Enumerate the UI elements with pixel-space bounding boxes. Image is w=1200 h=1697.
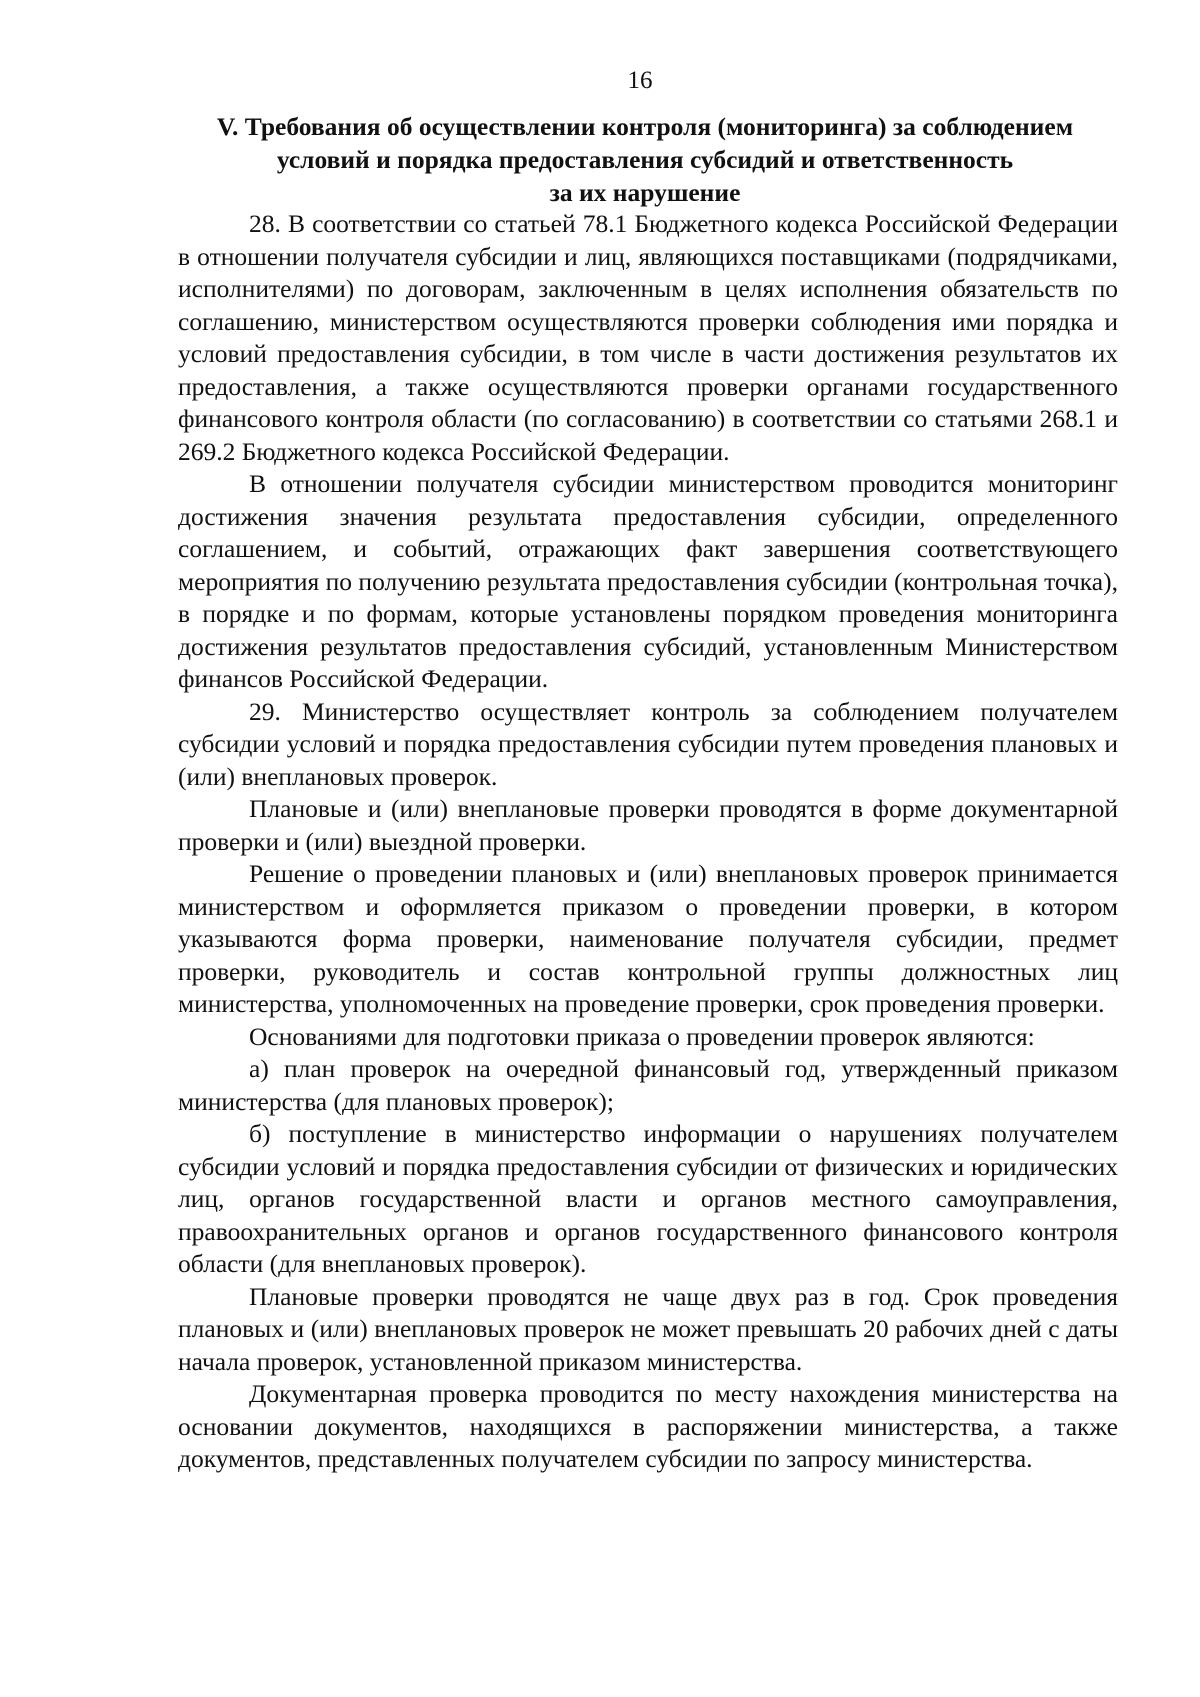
paragraph-monitoring: В отношении получателя субсидии министерством проводится мониторинг достижения значения результата предоставления субсидии, определенного соглашением, и событий, отражающих факт завершения соответствующего мероприятия по получению результата предоставления субсидии (контрольная точка), в порядке и по формам, которые установлены порядком проведения мониторинга достижения результатов предоставления субсидий, установленным Министерством финансов Российской Федерации. (178, 469, 1118, 693)
paragraph-29: 29. Министерство осуществляет контроль за соблюдением получателем субсидии условий и порядка предоставления субсидии путем проведения плановых и (или) внеплановых проверок. (178, 696, 1118, 791)
document-body (178, 208, 1118, 1476)
list-item-a: а) план проверок на очередной финансовый год, утвержденный приказом министерства (для плановых проверок); (178, 1054, 1118, 1116)
paragraph-documentary-inspection: Документарная проверка проводится по месту нахождения министерства на основании документов, находящихся в распоряжении министерства, а также документов, представленных получателем субсидии по запросу министерства. (178, 1379, 1118, 1473)
list-item-b: б) поступление в министерство информации о нарушениях получателем субсидии условий и порядка предоставления субсидии от физических и юридических лиц, органов государственной власти и органов местного самоуправления, правоохранительных органов и органов государственного финансового контроля области (для внеплановых проверок). (178, 1119, 1118, 1278)
section-heading (170, 110, 1120, 209)
section-heading-line-2: условий и порядка предоставления субсидий и ответственность (276, 145, 1014, 174)
paragraph-inspection-frequency: Плановые проверки проводятся не чаще двух раз в год. Срок проведения плановых и (или) внеплановых проверок не может превышать 20 рабочих дней с даты начала проверок, установленной приказом министерства. (178, 1281, 1118, 1376)
paragraph-28: 28. В соответствии со статьей 78.1 Бюджетного кодекса Российской Федерации в отношении получателя субсидии и лиц, являющихся поставщиками (подрядчиками, исполнителями) по договорам, заключенным в целях исполнения обязательств по соглашению, министерством осуществляются проверки соблюдения ими порядка и условий предоставления субсидии, в том числе в части достижения результатов их предоставления, а также осуществляются проверки органами государственного финансового контроля области (по согласованию) в соответствии со статьями 268.1 и 269.2 Бюджетного кодекса Российской Федерации. (178, 209, 1118, 466)
paragraph-inspection-decision: Решение о проведении плановых и (или) внеплановых проверок принимается министерством и оформляется приказом о проведении проверки, в котором указываются форма проверки, наименование получателя субсидии, предмет проверки, руководитель и состав контрольной группы должностных лиц министерства, уполномоченных на проведение проверки, срок проведения проверки. (178, 859, 1118, 1018)
paragraph-grounds: Основаниями для подготовки приказа о проведении проверок являются: (249, 1021, 1035, 1051)
section-heading-line-3: за их нарушение (549, 178, 741, 207)
paragraph-inspection-forms: Плановые и (или) внеплановые проверки проводятся в форме документарной проверки и (или) выездной проверки. (178, 794, 1118, 856)
section-heading-line-1: V. Требования об осуществлении контроля (мониторинга) за соблюдением (216, 112, 1074, 141)
page-number: 16 (627, 67, 653, 94)
